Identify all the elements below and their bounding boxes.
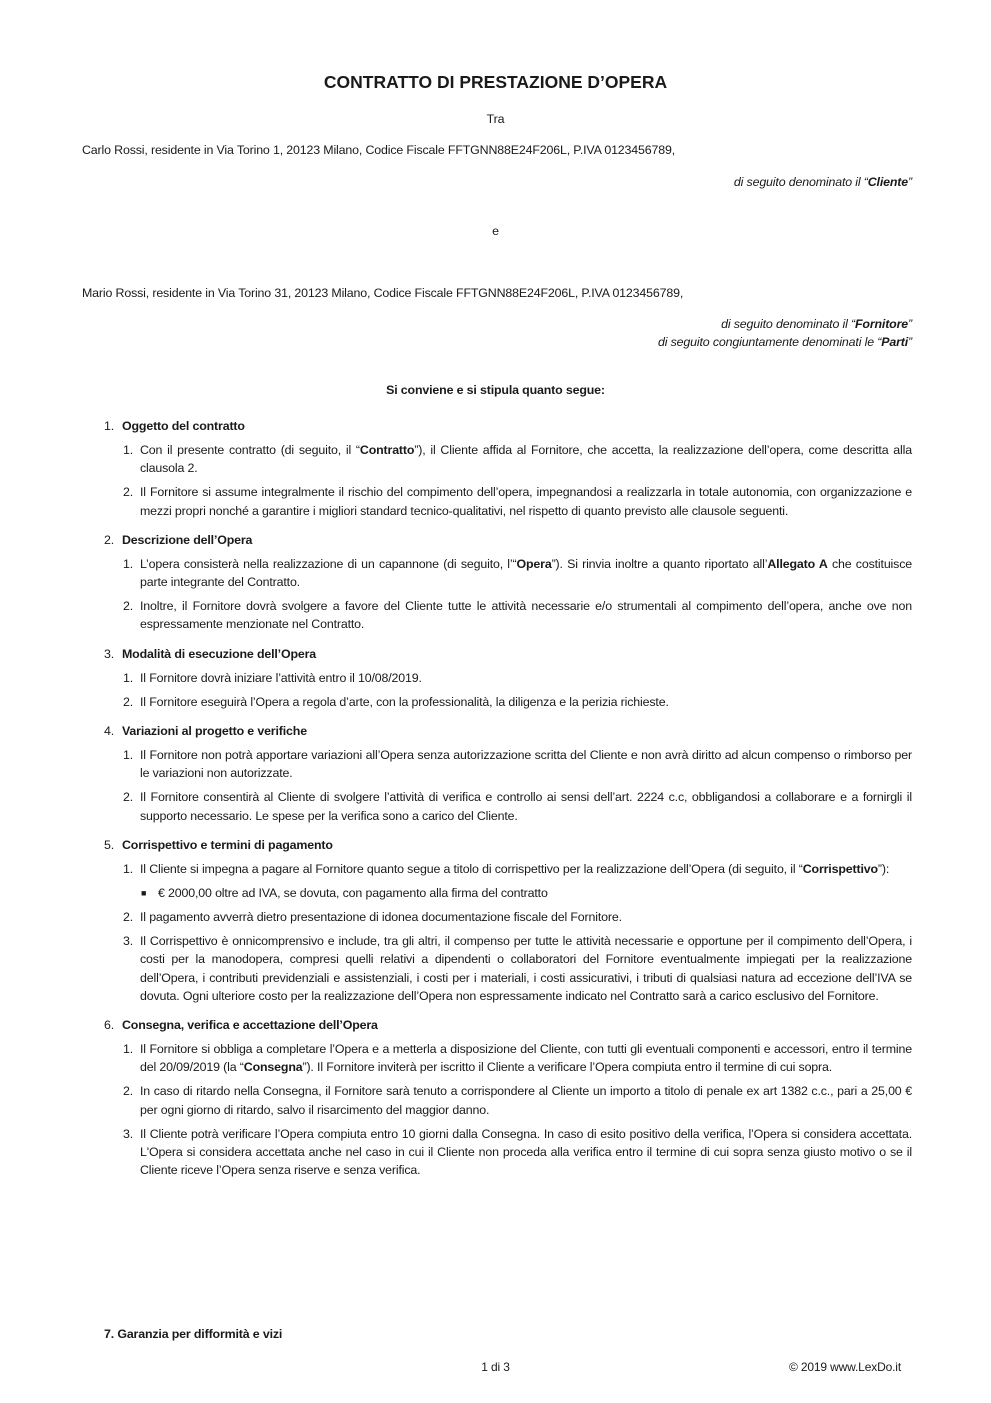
item-number: 2. [123, 1084, 134, 1099]
item-text [140, 441, 912, 477]
defined-term: Consegna [243, 1060, 303, 1075]
clause-title: Corrispettivo e termini di pagamento [122, 837, 333, 852]
item-text [140, 1040, 912, 1076]
designation-suffix: ” [908, 335, 912, 349]
item-number: 1. [123, 1042, 134, 1057]
clause-number: 2. [104, 532, 115, 547]
clause-heading [104, 836, 912, 854]
item-text [140, 555, 912, 591]
clause-item [104, 555, 912, 591]
item-number: 3. [123, 934, 134, 949]
clause [104, 417, 912, 520]
clipped-clause-text: 7. Garanzia per difformità e vizi [104, 1327, 283, 1341]
clause-number: 4. [104, 724, 115, 739]
page-indicator: 1 di 3 [481, 1360, 510, 1374]
defined-term: Opera [516, 556, 552, 571]
item-text: Il Cliente potrà verificare l’Opera compiuta entro 10 giorni dalla Consegna. In caso di esito positivo della verifica, l’Opera si considera accettata. L'Opera si considera accettata anche nel caso in cui il Cliente non proceda alla verifica entro il termine di cui sopra senza giusto motivo o se il Cliente riceve l’Opera senza riserve e senza verifica. [140, 1126, 912, 1178]
item-number: 1. [123, 556, 134, 571]
between-label: Tra [486, 112, 505, 126]
bullet-text: € 2000,00 oltre ad IVA, se dovuta, con pagamento alla firma del contratto [158, 886, 548, 901]
clauses-list [104, 417, 912, 1190]
annex-reference: Allegato A [767, 556, 828, 571]
clause [104, 645, 912, 711]
clause-item [104, 669, 912, 687]
text-segment: L’opera consisterà nella realizzazione di un capannone (di seguito, l’“ [140, 556, 517, 571]
clause-title: Variazioni al progetto e verifiche [122, 724, 307, 739]
clause-item [104, 693, 912, 711]
clause-item [104, 483, 912, 519]
item-number: 1. [123, 861, 134, 876]
clause-item [104, 788, 912, 824]
item-text: Il Fornitore consentirà al Cliente di svolgere l’attività di verifica e controllo ai sensi dell’art. 2224 c.c, obbligandosi a collaborare e a fornirgli il supporto necessario. Le spese per la verifica sono a carico del Cliente. [140, 790, 912, 823]
clause-number: 5. [104, 837, 115, 852]
designation-prefix: di seguito denominato il “ [721, 317, 855, 331]
agreement-intro: Si conviene e si stipula quanto segue: [386, 383, 605, 397]
clause-item [104, 860, 912, 878]
document-title: CONTRATTO DI PRESTAZIONE D’OPERA [323, 72, 668, 92]
item-number: 2. [123, 694, 134, 709]
clause-heading [104, 417, 912, 435]
designation-prefix: di seguito denominato il “ [733, 175, 868, 189]
party1-designation [734, 175, 912, 189]
clause-number: 3. [104, 646, 115, 661]
item-number: 2. [123, 599, 134, 614]
clause [104, 722, 912, 825]
clause-title: Consegna, verifica e accettazione dell’Opera [122, 1018, 378, 1033]
item-number: 3. [123, 1126, 134, 1141]
parties-designation [658, 335, 912, 349]
party2-details: Mario Rossi, residente in Via Torino 31, 20123 Milano, Codice Fiscale FFTGNN88E24F206L, P.IVA 0123456789, [82, 286, 684, 300]
clause-heading [104, 645, 912, 663]
designation-suffix: ” [908, 175, 912, 189]
text-segment: Il Fornitore si obbliga a completare l’Opera e a metterla a disposizione del Cliente, con tutti gli eventuali componenti e accessori, entro il termine del 20/09/2019 (la “ [140, 1042, 912, 1075]
item-number: 1. [123, 748, 134, 763]
text-segment: Il Cliente si impegna a pagare al Fornitore quanto segue a titolo di corrispettivo per la realizzazione dell’Opera (di seguito, il “ [140, 861, 803, 876]
clause-item [104, 597, 912, 633]
item-text: Il pagamento avverrà dietro presentazione di idonea documentazione fiscale del Fornitore. [140, 910, 622, 925]
text-segment: ”). Si rinvia inoltre a quanto riportato all’ [551, 556, 768, 571]
clause-title: Descrizione dell’Opera [122, 532, 253, 547]
designation-name: Cliente [867, 175, 909, 189]
clause-number: 6. [104, 1018, 115, 1033]
item-number: 2. [123, 790, 134, 805]
clause [104, 836, 912, 1005]
payment-bullet [104, 884, 912, 902]
clause-item [104, 932, 912, 1005]
clause-item [104, 1125, 912, 1180]
party2-designation [721, 317, 912, 331]
and-label: e [492, 224, 499, 238]
square-bullet-icon: ■ [141, 888, 147, 899]
text-segment: ”). Il Fornitore inviterà per iscritto il Cliente a verificare l’Opera compiuta entro il termine di cui sopra. [302, 1060, 833, 1075]
item-number: 1. [123, 670, 134, 685]
designation-prefix: di seguito congiuntamente denominati le “ [657, 335, 882, 349]
clause-item [104, 1040, 912, 1076]
defined-term: Contratto [359, 443, 415, 457]
clause-title: Oggetto del contratto [122, 419, 245, 433]
text-segment: ”): [877, 861, 890, 876]
text-segment: Con il presente contratto (di seguito, il “ [140, 443, 360, 457]
party1-details: Carlo Rossi, residente in Via Torino 1, 20123 Milano, Codice Fiscale FFTGNN88E24F206L, P.IVA 0123456789, [82, 143, 676, 157]
clause [104, 531, 912, 634]
clipped-clause-heading [104, 1326, 404, 1341]
item-text: Il Fornitore dovrà iniziare l’attività entro il 10/08/2019. [140, 670, 422, 685]
clause-item [104, 441, 912, 477]
clause-item [104, 746, 912, 782]
clause [104, 1016, 912, 1179]
clause-title: Modalità di esecuzione dell’Opera [122, 646, 317, 661]
clause-item [104, 908, 912, 926]
clause-heading [104, 722, 912, 740]
clause-number: 1. [104, 419, 115, 433]
item-number: 2. [123, 485, 134, 500]
item-text: Il Fornitore si assume integralmente il rischio del compimento dell’opera, impegnandosi a realizzarla in totale autonomia, con organizzazione e mezzi propri nonché a garantire i migliori standard tecnico-qualitativi, nel rispetto di quanto previsto alle clausole seguenti. [140, 485, 912, 518]
item-text: Inoltre, il Fornitore dovrà svolgere a favore del Cliente tutte le attività necessarie e/o strumentali al compimento dell’opera, anche ove non espressamente menzionate nel Contratto. [140, 599, 912, 632]
item-text: Il Corrispettivo è onnicomprensivo e include, tra gli altri, il compenso per tutte le attività necessarie e opportune per il compimento dell’Opera, i costi per la manodopera, compresi quelli relativi a dipendenti o collaboratori del Fornitore eventualmente impiegati per la realizzazione dell’Opera, i contributi previdenziali e assistenziali, i costi per i materiali, i costi assicurativi, i tributi di qualsiasi natura ad eccezione dell’IVA se dovuta. Ogni ulteriore costo per la realizzazione dell’Opera non espressamente indicato nel Contratto sarà a carico esclusivo del Fornitore. [140, 934, 912, 1003]
item-text: In caso di ritardo nella Consegna, il Fornitore sarà tenuto a corrispondere al Cliente un importo a titolo di penale ex art 1382 c.c., pari a 25,00 € per ogni giorno di ritardo, salvo il risarcimento del maggior danno. [140, 1084, 912, 1117]
item-number: 1. [123, 443, 134, 457]
item-text: Il Fornitore non potrà apportare variazioni all’Opera senza autorizzazione scritta del Cliente e non avrà diritto ad alcun compenso o rimborso per le variazioni non autorizzate. [140, 748, 912, 781]
designation-suffix: ” [908, 317, 912, 331]
item-text: Il Fornitore eseguirà l’Opera a regola d’arte, con la professionalità, la diligenza e la perizia richieste. [140, 694, 669, 709]
footer-copyright: © 2019 www.LexDo.it [788, 1360, 901, 1374]
item-number: 2. [123, 910, 134, 925]
item-text [140, 860, 912, 878]
defined-term: Corrispettivo [802, 861, 878, 876]
clause-heading [104, 1016, 912, 1034]
designation-name: Fornitore [854, 317, 909, 331]
clause-heading [104, 531, 912, 549]
text-segment: ”), il Cliente affida al Fornitore, che accetta, la realizzazione dell’opera, come descritta alla clausola 2. [140, 443, 912, 476]
clause-item [104, 1082, 912, 1118]
designation-name: Parti [881, 335, 909, 349]
text-segment: che costituisce parte integrante del Contratto. [140, 556, 912, 590]
